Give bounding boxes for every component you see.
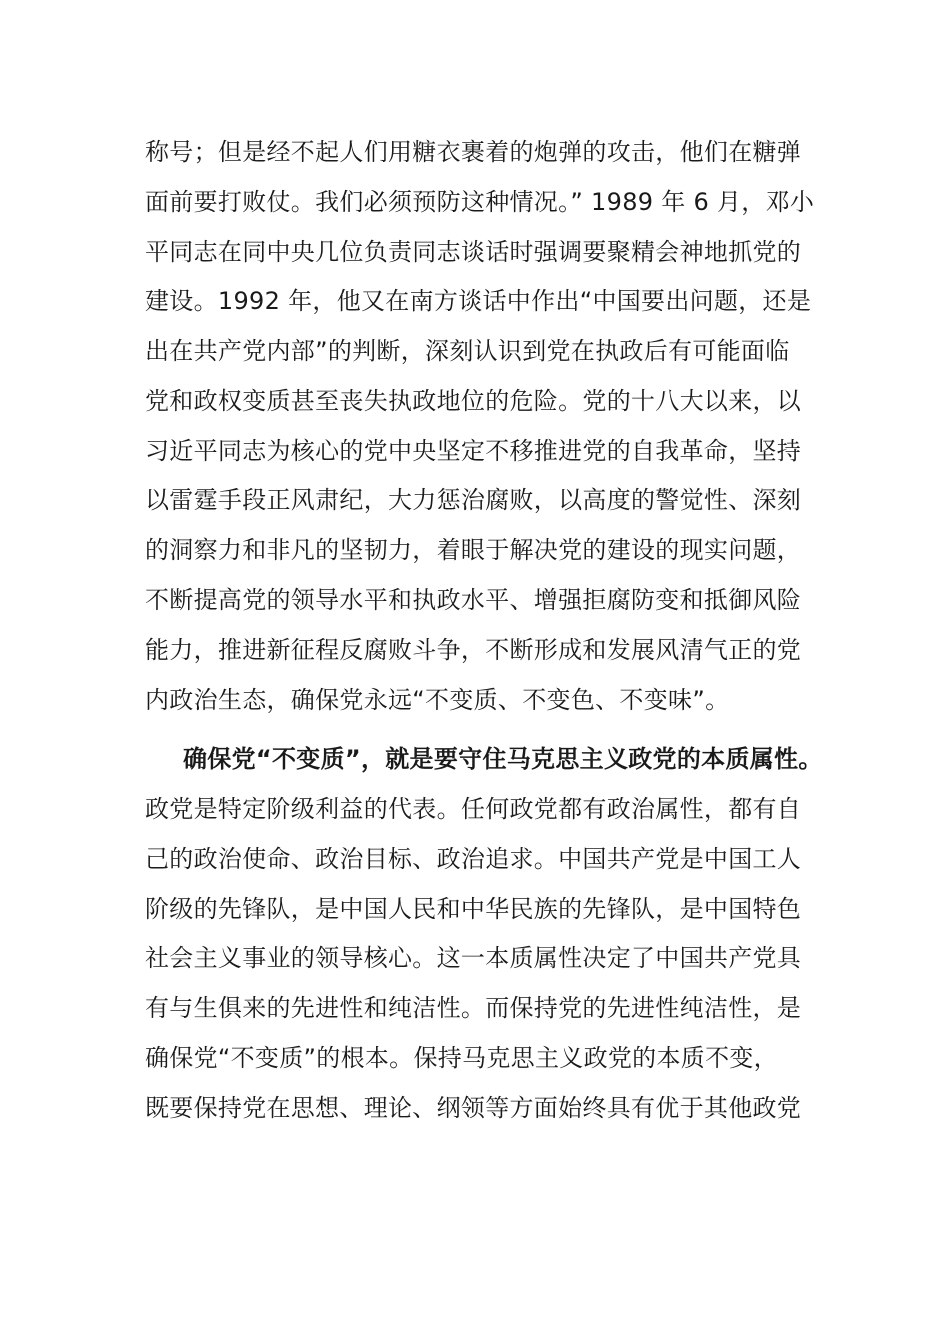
paragraph-line: 确保党“不变质”的根本。保持马克思主义政党的本质不变， — [145, 1044, 778, 1072]
paragraph-line: 出在共产党内部”的判断，深刻认识到党在执政后有可能面临 — [145, 337, 790, 365]
paragraph-line: 的洞察力和非凡的坚韧力，着眼于解决党的建设的现实问题， — [145, 536, 802, 564]
paragraph-line: 能力，推进新征程反腐败斗争，不断形成和发展风清气正的党 — [145, 636, 802, 664]
paragraph-line: 不断提高党的领导水平和执政水平、增强拒腐防变和抵御风险 — [145, 586, 802, 614]
paragraph-line: 既要保持党在思想、理论、纲领等方面始终具有优于其他政党 — [145, 1094, 802, 1122]
paragraph-line: 党和政权变质甚至丧失执政地位的危险。党的十八大以来，以 — [145, 387, 802, 415]
paragraph-line: 政党是特定阶级利益的代表。任何政党都有政治属性，都有自 — [145, 795, 802, 823]
paragraph-heading: 确保党“不变质”，就是要守住马克思主义政党的本质属性。 — [183, 745, 823, 773]
paragraph-line: 以雷霆手段正风肃纪，大力惩治腐败，以高度的警觉性、深刻 — [145, 486, 802, 514]
paragraph-line: 社会主义事业的领导核心。这一本质属性决定了中国共产党具 — [145, 944, 802, 972]
paragraph-line: 阶级的先锋队，是中国人民和中华民族的先锋队，是中国特色 — [145, 895, 802, 923]
paragraph-line: 内政治生态，确保党永远“不变质、不变色、不变味”。 — [145, 686, 730, 714]
paragraph-line: 习近平同志为核心的党中央坚定不移推进党的自我革命，坚持 — [145, 437, 802, 465]
paragraph-line: 己的政治使命、政治目标、政治追求。中国共产党是中国工人 — [145, 845, 802, 873]
paragraph-line: 有与生俱来的先进性和纯洁性。而保持党的先进性纯洁性，是 — [145, 994, 802, 1022]
paragraph-line: 称号；但是经不起人们用糖衣裹着的炮弹的攻击，他们在糖弹 — [145, 138, 802, 166]
paragraph-line: 建设。1992 年，他又在南方谈话中作出“中国要出问题，还是 — [145, 287, 812, 315]
paragraph-line: 面前要打败仗。我们必须预防这种情况。” 1989 年 6 月，邓小 — [145, 188, 815, 216]
paragraph-line: 平同志在同中央几位负责同志谈话时强调要聚精会神地抓党的 — [145, 238, 802, 266]
